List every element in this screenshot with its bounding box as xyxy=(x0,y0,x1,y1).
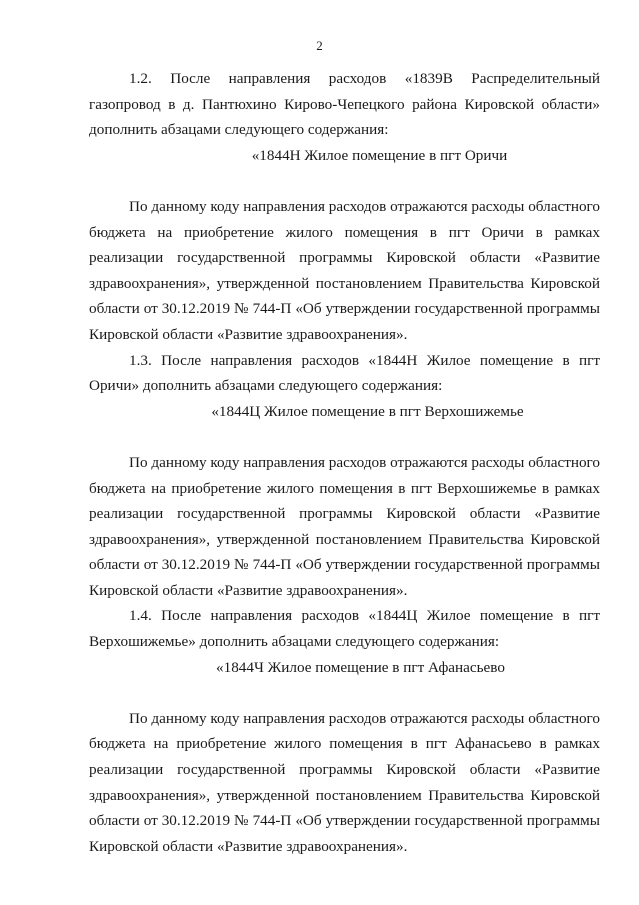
spacer xyxy=(89,680,600,706)
heading-1844n: «1844Н Жилое помещение в пгт Оричи xyxy=(251,146,508,164)
paragraph-1844c-body: По данному коду направления расходов отражаются расходы областного бюджета на приобретение жилого помещения в пгт Верхошижемье в рамках реализации государственной программы Кировской области «Развитие здравоохранения», утвержденной постановлением Правительства Кировской области от 30.12.2019 № 744-П «Об утверждении государственной программы Кировской области «Развитие здравоохранения». xyxy=(89,453,600,599)
page-number: 2 xyxy=(316,38,323,53)
paragraph-1844n-body: По данному коду направления расходов отражаются расходы областного бюджета на приобретение жилого помещения в пгт Оричи в рамках реализации государственной программы Кировской области «Развитие здравоохранения», утвержденной постановлением Правительства Кировской области от 30.12.2019 № 744-П «Об утверждении государственной программы Кировской области «Развитие здравоохранения». xyxy=(89,197,600,343)
paragraph-1-2: 1.2. После направления расходов «1839В Распределительный газопровод в д. Пантюхино Кирово-Чепецкого района Кировской области» дополнить абзацами следующего содержания: xyxy=(89,70,600,139)
paragraph-1-3: 1.3. После направления расходов «1844Н Жилое помещение в пгт Оричи» дополнить абзацами следующего содержания: xyxy=(89,351,600,395)
paragraph-1844ch-body: По данному коду направления расходов отражаются расходы областного бюджета на приобретение жилого помещения в пгт Афанасьево в рамках реализации государственной программы Кировской области «Развитие здравоохранения», утвержденной постановлением Правительства Кировской области от 30.12.2019 № 744-П «Об утверждении государственной программы Кировской области «Развитие здравоохранения». xyxy=(89,709,600,855)
heading-1844ch: «1844Ч Жилое помещение в пгт Афанасьево xyxy=(216,658,505,676)
spacer xyxy=(89,168,600,194)
document-body xyxy=(89,66,600,859)
spacer xyxy=(89,424,600,450)
paragraph-1-4: 1.4. После направления расходов «1844Ц Жилое помещение в пгт Верхошижемье» дополнить абзацами следующего содержания: xyxy=(89,607,600,651)
heading-1844c: «1844Ц Жилое помещение в пгт Верхошижемье xyxy=(211,402,524,420)
